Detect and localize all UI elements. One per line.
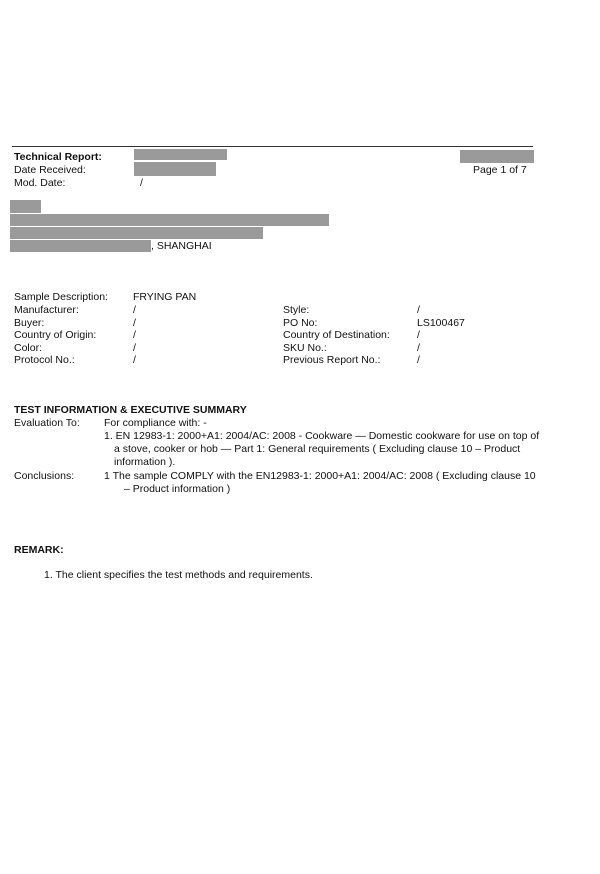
- conclusions-label: Conclusions:: [14, 470, 75, 482]
- sample-description-value: FRYING PAN: [133, 291, 197, 303]
- style-value: /: [417, 304, 420, 316]
- po-no-label: PO No:: [283, 317, 318, 329]
- address-city: , SHANGHAI: [151, 240, 212, 252]
- redacted-report-number: [134, 149, 227, 160]
- country-of-origin-value: /: [133, 329, 136, 341]
- remark-item: 1. The client specifies the test methods and requirements.: [44, 569, 313, 581]
- redacted-address-line-2: [10, 214, 329, 226]
- color-value: /: [133, 342, 136, 354]
- test-info-heading: TEST INFORMATION & EXECUTIVE SUMMARY: [14, 404, 247, 416]
- country-of-destination-value: /: [417, 329, 420, 341]
- mod-date-value: /: [140, 177, 143, 189]
- country-of-origin-label: Country of Origin:: [14, 329, 97, 341]
- protocol-no-value: /: [133, 354, 136, 366]
- evaluation-intro: For compliance with: -: [104, 417, 207, 429]
- sample-description-label: Sample Description:: [14, 291, 108, 303]
- redacted-address-line-3: [10, 227, 263, 239]
- date-received-label: Date Received:: [14, 164, 86, 176]
- header-rule: [12, 146, 533, 147]
- style-label: Style:: [283, 304, 310, 316]
- sku-no-label: SKU No.:: [283, 342, 327, 354]
- po-no-value: LS100467: [417, 317, 465, 329]
- mod-date-label: Mod. Date:: [14, 177, 66, 189]
- redacted-address-line-1: [10, 200, 41, 213]
- buyer-value: /: [133, 317, 136, 329]
- remark-heading: REMARK:: [14, 544, 64, 556]
- country-of-destination-label: Country of Destination:: [283, 329, 390, 341]
- report-title: Technical Report:: [14, 151, 102, 163]
- redacted-date-received: [134, 162, 216, 176]
- previous-report-no-value: /: [417, 354, 420, 366]
- protocol-no-label: Protocol No.:: [14, 354, 75, 366]
- page-indicator: Page 1 of 7: [473, 164, 527, 176]
- conclusions-text: 1 The sample COMPLY with the EN12983-1: 2000+A1: 2004/AC: 2008 ( Excluding clause 10 – Product information ): [104, 470, 536, 495]
- redacted-header-id: [460, 150, 534, 163]
- previous-report-no-label: Previous Report No.:: [283, 354, 381, 366]
- evaluation-label: Evaluation To:: [14, 417, 80, 429]
- buyer-label: Buyer:: [14, 317, 45, 329]
- manufacturer-value: /: [133, 304, 136, 316]
- redacted-address-line-4: [10, 240, 151, 252]
- evaluation-standard-item: 1. EN 12983-1: 2000+A1: 2004/AC: 2008 - Cookware — Domestic cookware for use on top of a stove, cooker or hob — Part 1: General requirements ( Excluding clause 10 – Product information ).: [104, 430, 540, 468]
- color-label: Color:: [14, 342, 43, 354]
- sku-no-value: /: [417, 342, 420, 354]
- manufacturer-label: Manufacturer:: [14, 304, 79, 316]
